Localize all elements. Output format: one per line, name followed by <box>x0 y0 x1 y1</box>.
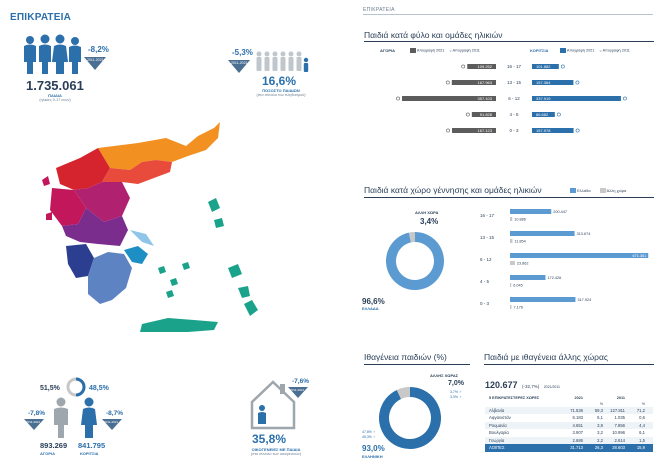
children-total-value: 1.735.061 <box>26 78 84 93</box>
table-cell: 28.603 <box>612 445 625 451</box>
map-region-crete <box>140 318 218 332</box>
table-row <box>485 437 653 445</box>
boys-pct: 48,5% <box>89 385 109 392</box>
citizen-other-sub-2: 3,3% ♀ <box>450 395 462 399</box>
table-cell: ΛΟΙΠΕΣ <box>489 445 505 451</box>
table-cell: 2.686 <box>572 437 583 443</box>
page-title: ΕΠΙΚΡΑΤΕΙΑ <box>10 12 71 23</box>
citizenship-title: Ιθαγένεια παιδιών (%) <box>364 352 447 362</box>
table-cell: 0,6 <box>639 415 645 421</box>
boys-label: ΑΓΟΡΙΑ <box>40 451 56 456</box>
foreign-total: 120.677 (-32,7%) 2021/2011 <box>485 380 561 390</box>
girls-change-badge: -8,7% 2011-2021 <box>102 410 128 432</box>
table-cell: Αφγανιστάν <box>489 415 511 421</box>
marker-boys-2011-1 <box>446 81 449 84</box>
label-boys-3: 91.828 <box>479 112 492 117</box>
marker-girls-2011-3 <box>557 113 560 116</box>
map-region-evia <box>130 230 154 246</box>
birth-other-label: ΑΛΛΗ ΧΩΡΑ <box>415 210 439 215</box>
boys-legend: Απογραφή 2021 ○ Απογραφή 2011 <box>410 48 480 53</box>
bar-greece-0 <box>510 209 551 214</box>
birth-category-4: 0 - 3 <box>480 301 490 306</box>
families-sublabel: (στο σύνολο των οικογενειών) <box>250 452 302 456</box>
map-region-south-aegean <box>244 300 258 316</box>
marker-girls-2011-4 <box>576 129 579 132</box>
bar-greece-2 <box>510 253 648 258</box>
table-cell: 4.651 <box>572 422 583 428</box>
map-region-ionian-islands <box>42 176 52 220</box>
category-label-1: 13 - 15 <box>506 80 522 85</box>
bar-greece-3 <box>510 275 545 280</box>
table-cell: 5,1 <box>597 415 603 421</box>
label-boys-0: 109.252 <box>477 64 492 69</box>
table-row <box>485 407 653 415</box>
foreign-table-title: Παιδιά με ιθαγένεια άλλης χώρας <box>484 352 608 362</box>
birth-bar-chart <box>480 205 655 320</box>
table-row <box>485 429 653 437</box>
table-cell: 2,2 <box>597 437 603 443</box>
population-icon <box>254 50 312 74</box>
label-boys-4: 167.123 <box>477 128 492 133</box>
table-row <box>485 422 653 430</box>
children-group-icon <box>22 34 84 76</box>
table-cell: 2.614 <box>614 437 625 443</box>
label-other-3: 6.045 <box>513 283 523 288</box>
marker-girls-2011-0 <box>561 65 564 68</box>
bar-other-2 <box>510 261 515 265</box>
boys-value: 893.269 <box>40 441 68 450</box>
label-girls-2: 337.919 <box>536 96 551 101</box>
citizen-other-pct: 7,0% <box>448 380 464 387</box>
children-total-label: ΠΑΙΔΙΑ <box>48 93 62 98</box>
citizen-greek-pct: 93,0% <box>362 444 385 453</box>
girls-pct: 51,5% <box>40 385 60 392</box>
label-girls-0: 101.882 <box>536 64 551 69</box>
boy-icon <box>52 397 70 439</box>
foreign-table <box>485 394 653 452</box>
label-other-0: 10.886 <box>514 217 526 222</box>
citizenship-rule <box>364 364 470 365</box>
table-body <box>485 407 653 452</box>
table-cell: 15,9 <box>636 445 645 451</box>
label-other-4: 7.176 <box>513 305 523 310</box>
gender-age-rule <box>364 41 654 42</box>
table-cell: 26,3 <box>594 445 603 451</box>
families-change-badge: -7,6% 2011-2021 <box>288 378 314 400</box>
label-greece-2: 671.361 <box>632 254 647 258</box>
table-cell: 127.811 <box>610 407 625 413</box>
gender-age-chart-title: Παιδιά κατά φύλο και ομάδες ηλικιών <box>364 30 503 40</box>
greece-map <box>38 118 278 348</box>
share-change-badge: -5,3% 2011-2021 <box>228 48 254 74</box>
bar-greece-4 <box>510 297 575 302</box>
table-cell: 6.183 <box>572 415 583 421</box>
marker-girls-2011-2 <box>623 97 626 100</box>
marker-boys-2011-3 <box>466 113 469 116</box>
category-label-0: 16 - 17 <box>506 64 522 69</box>
table-header-row: 5 ΕΠΙΚΡΑΤΕΣΤΕΡΕΣ ΧΩΡΕΣ 2021 2011 <box>489 395 625 400</box>
birth-greece-label: ΕΛΛΑΔΑ <box>362 306 379 311</box>
table-cell: 71,2 <box>636 407 645 413</box>
header-rule <box>363 14 653 15</box>
table-subheader-row: % % <box>599 402 645 406</box>
bar-other-3 <box>510 283 511 287</box>
table-cell: 3,9 <box>597 422 603 428</box>
marker-boys-2011-2 <box>396 97 399 100</box>
label-greece-4: 317.924 <box>577 298 592 302</box>
marker-girls-2011-1 <box>576 81 579 84</box>
girl-icon <box>80 397 98 439</box>
bar-other-0 <box>510 217 512 221</box>
label-girls-3: 86.682 <box>536 112 549 117</box>
slice-1 <box>410 237 415 238</box>
category-label-3: 4 - 5 <box>509 112 519 117</box>
label-boys-1: 167.963 <box>477 80 492 85</box>
table-cell: 1,5 <box>639 437 645 443</box>
table-cell: 7.856 <box>614 422 625 428</box>
bar-other-1 <box>510 239 512 243</box>
label-greece-0: 200.447 <box>553 210 568 214</box>
children-total-sublabel: (ηλικίες 0-17 ετών) <box>39 98 71 102</box>
table-cell: 59,3 <box>594 407 603 413</box>
foreign-table-rule <box>484 364 654 365</box>
birth-donut <box>378 228 452 294</box>
birth-other-pct: 3,4% <box>420 217 439 226</box>
label-other-2: 23.862 <box>516 261 529 266</box>
label-greece-1: 313.674 <box>576 232 591 236</box>
map-region-north-aegean <box>208 198 250 298</box>
birth-category-0: 16 - 17 <box>480 213 495 218</box>
gender-ratio-ring <box>65 376 87 398</box>
map-region-cyclades <box>158 262 190 298</box>
birth-chart-rule <box>364 197 654 198</box>
table-cell: 10.996 <box>612 430 625 436</box>
boys-change-badge: -7,8% 2011-2021 <box>24 410 50 432</box>
gender-age-chart <box>364 58 654 148</box>
table-cell: 31.713 <box>570 445 583 451</box>
girls-label: ΚΟΡΙΤΣΙΑ <box>80 451 99 456</box>
citizen-greek-label: ΕΛΛΗΝΙΚΗ <box>362 454 383 459</box>
citizen-other-label: ΑΛΛΗΣ ΧΩΡΑΣ <box>430 373 459 378</box>
girls-group-label: ΚΟΡΙΤΣΙΑ <box>530 48 549 53</box>
label-greece-3: 172.426 <box>547 276 562 280</box>
label-boys-2: 357.103 <box>477 96 492 101</box>
legend-swatch-other <box>600 188 606 193</box>
label-girls-4: 157.978 <box>536 128 551 133</box>
table-cell: Ρουμανία <box>489 422 507 428</box>
legend-swatch-greece <box>570 188 576 193</box>
label-girls-1: 157.364 <box>536 80 551 85</box>
bar-greece-1 <box>510 231 575 236</box>
citizen-greek-sub-2: 45,3% ♀ <box>362 435 376 439</box>
share-label: ΠΟΣΟΣΤΟ ΠΑΙΔΙΩΝ <box>262 88 300 93</box>
category-label-2: 6 - 12 <box>508 96 520 101</box>
slice-0 <box>391 237 439 285</box>
table-cell: Βουλγαρία <box>489 430 509 436</box>
share-value: 16,6% <box>262 74 297 88</box>
label-other-1: 11.854 <box>514 239 526 244</box>
girls-legend: Απογραφή 2021 ○ Απογραφή 2011 <box>560 48 630 53</box>
table-cell: Γεωργία <box>489 437 505 443</box>
table-cell: 3.907 <box>572 430 583 436</box>
citizen-greek-sub-1: 47,8% ♂ <box>362 430 376 434</box>
bar-other-4 <box>510 305 511 309</box>
table-cell: Αλβανία <box>489 407 505 413</box>
marker-boys-2011-4 <box>446 129 449 132</box>
citizen-other-sub-1: 3,7% ♂ <box>450 390 462 394</box>
slice-0 <box>384 392 436 444</box>
birth-category-3: 4 - 5 <box>480 279 490 284</box>
marker-boys-2011-0 <box>462 65 465 68</box>
table-row <box>485 414 653 422</box>
category-label-4: 0 - 3 <box>509 128 519 133</box>
families-value: 35,8% <box>252 432 287 446</box>
table-cell: 71.536 <box>570 407 583 413</box>
share-sublabel: (στο σύνολο του πληθυσμού) <box>256 93 306 97</box>
birth-greece-pct: 96,6% <box>362 297 385 306</box>
table-cell: 1.035 <box>614 415 625 421</box>
table-row <box>485 444 653 452</box>
slice-1 <box>399 392 410 394</box>
map-region-peloponnese <box>88 252 132 304</box>
birth-category-2: 6 - 12 <box>480 257 492 262</box>
families-label: ΟΙΚΟΓΕΝΕΙΕΣ ΜΕ ΠΑΙΔΙΑ <box>251 447 301 452</box>
boys-group-label: ΑΓΟΡΙΑ <box>380 48 396 53</box>
children-change-badge: -8,2% 2011-2021 <box>84 45 110 71</box>
legend-swatch-girls <box>560 48 566 53</box>
birth-legend: Ελλάδα Άλλη χώρα <box>570 188 626 193</box>
birth-chart-title: Παιδιά κατά χώρο γέννησης και ομάδες ηλικιών <box>364 185 542 195</box>
table-cell: 6,1 <box>639 430 645 436</box>
table-cell: 4,4 <box>639 422 645 428</box>
right-title: ΕΠΙΚΡΑΤΕΙΑ <box>363 7 395 13</box>
girls-value: 841.795 <box>78 441 106 450</box>
birth-category-1: 13 - 15 <box>480 235 495 240</box>
table-cell: 3,2 <box>597 430 603 436</box>
legend-swatch-2021 <box>410 48 416 53</box>
